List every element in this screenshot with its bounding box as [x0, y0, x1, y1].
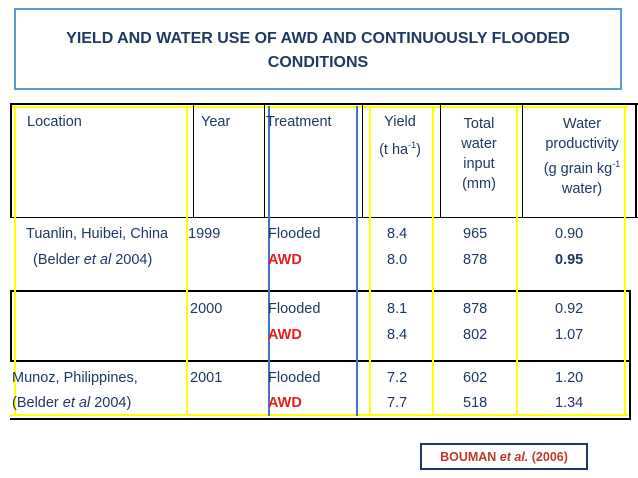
header-prod-line4: water)	[561, 180, 603, 197]
group3-location-line2-suffix: 2004)	[90, 395, 132, 411]
group1-bottom-border	[10, 290, 630, 292]
col-divider-year-left	[193, 103, 194, 218]
group3-row1-yield: 7.2	[387, 370, 408, 386]
group1-location-line2	[33, 252, 152, 268]
group2-row1-water: 878	[463, 301, 488, 317]
header-location: Location	[27, 114, 82, 130]
blue-vline-2	[356, 106, 358, 416]
group1-row2-yield: 8.0	[387, 252, 408, 268]
group3-location-line2-prefix: (Belder	[12, 395, 63, 411]
group2-row2-productivity: 1.07	[555, 327, 584, 343]
yellow-line-bottom	[10, 414, 628, 416]
header-prod-line3	[530, 154, 634, 179]
header-yield	[370, 114, 430, 158]
group3-row2-yield: 7.7	[387, 395, 408, 411]
header-yield-unit	[370, 137, 430, 158]
group1-row2-treatment: AWD	[268, 252, 302, 268]
header-prod-line3-prefix: (g grain kg	[543, 160, 613, 177]
header-water-line2: water	[461, 136, 497, 152]
group1-location-line2-prefix: (Belder	[33, 252, 84, 268]
group2-row2-water: 802	[463, 327, 488, 343]
col-divider-water-left	[440, 103, 441, 218]
citation-box	[420, 443, 588, 470]
header-yield-unit-sup: -1	[408, 140, 417, 150]
header-water-line1: Total	[463, 116, 495, 132]
group3-row2-productivity: 1.34	[555, 395, 584, 411]
header-prod-line1: Water	[562, 116, 602, 132]
col-divider-prod-left	[522, 103, 523, 218]
group1-row1-treatment: Flooded	[268, 226, 321, 242]
group2-row2-treatment: AWD	[268, 327, 302, 343]
group3-location-line2-italic: et al	[62, 395, 91, 411]
group1-row1-productivity: 0.90	[555, 226, 584, 242]
header-prod-line3-sup: -1	[612, 159, 621, 169]
header-water-productivity	[530, 114, 634, 199]
citation-prefix: BOUMAN	[440, 450, 500, 464]
header-yield-unit-suffix: )	[416, 141, 421, 158]
group3-row1-productivity: 1.20	[555, 370, 584, 386]
group2-year: 2000	[190, 301, 223, 317]
title-box	[14, 8, 622, 90]
group1-row2-productivity: 0.95	[555, 252, 584, 268]
group3-row2-water: 518	[463, 395, 488, 411]
group1-location-line2-italic: et al	[83, 252, 112, 268]
group1-row1-water: 965	[463, 226, 488, 242]
group1-row1-yield: 8.4	[387, 226, 408, 242]
group2-right-border	[629, 290, 631, 420]
title-line-1: YIELD AND WATER USE OF AWD AND CONTINUOUSLY FLOODED	[66, 30, 570, 47]
table-header-divider	[10, 217, 638, 218]
group3-year: 2001	[190, 370, 223, 386]
col-divider-year-right	[264, 103, 265, 218]
title-line-2: CONDITIONS	[267, 54, 369, 71]
table-left-border	[10, 103, 12, 218]
table-right-border	[635, 103, 637, 218]
group1-year: 1999	[188, 226, 221, 242]
group2-bottom-border	[10, 360, 630, 362]
header-treatment: Treatment	[266, 114, 332, 130]
header-water-line3: input	[463, 156, 495, 172]
header-yield-label: Yield	[384, 114, 416, 130]
group2-left-border	[10, 290, 12, 360]
col-divider-yield-left	[362, 103, 363, 218]
group1-location-line2-suffix: 2004)	[111, 252, 153, 268]
group2-row1-productivity: 0.92	[555, 301, 584, 317]
citation-suffix: (2006)	[528, 450, 568, 464]
header-year: Year	[201, 114, 231, 130]
group1-location-line1: Tuanlin, Huibei, China	[26, 226, 169, 242]
group2-row1-yield: 8.1	[387, 301, 408, 317]
yellow-vline-4	[432, 106, 434, 416]
group1-row2-water: 878	[463, 252, 488, 268]
group3-row2-treatment: AWD	[268, 395, 302, 411]
group3-row1-treatment: Flooded	[268, 370, 321, 386]
header-yield-unit-prefix: (t ha	[379, 141, 409, 158]
yellow-vline-5	[516, 106, 518, 416]
group3-location-line2	[12, 395, 131, 411]
citation-italic: et al.	[499, 450, 529, 464]
table-top-border	[10, 103, 638, 105]
group2-row2-yield: 8.4	[387, 327, 408, 343]
yellow-vline-2	[186, 106, 188, 416]
group3-location-line1: Munoz, Philippines,	[12, 370, 138, 386]
group2-row1-treatment: Flooded	[268, 301, 321, 317]
header-water-input	[443, 114, 515, 194]
group3-row1-water: 602	[463, 370, 488, 386]
header-prod-line2: productivity	[545, 136, 619, 152]
header-water-line4: (mm)	[462, 176, 496, 192]
table-bottom-border	[10, 418, 630, 420]
yellow-line-top	[10, 106, 628, 108]
